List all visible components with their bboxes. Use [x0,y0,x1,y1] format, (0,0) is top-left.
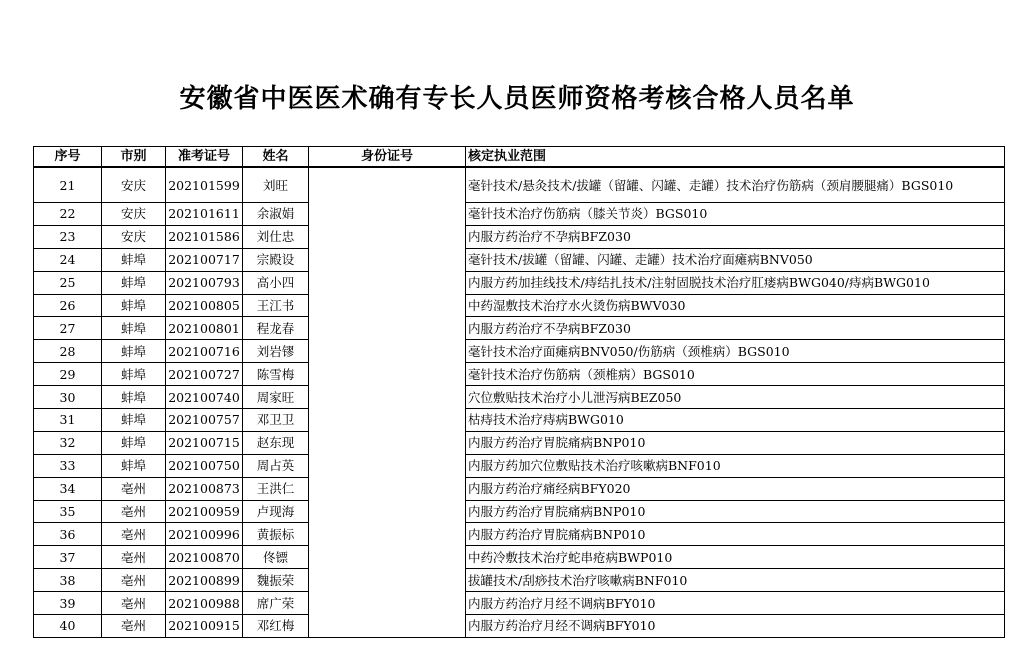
cell-city: 安庆 [102,203,166,226]
cell-exam-no: 202100959 [166,500,243,523]
cell-scope: 毫针技术治疗伤筋病（颈椎病）BGS010 [466,363,1005,386]
table-row [34,363,1005,386]
cell-exam-no: 202100805 [166,294,243,317]
table-row [34,569,1005,592]
cell-scope: 内服方药治疗胃脘痛病BNP010 [466,500,1005,523]
cell-exam-no: 202100716 [166,340,243,363]
cell-exam-no: 202100915 [166,615,243,638]
cell-scope: 拔罐技术/刮痧技术治疗咳嗽病BNF010 [466,569,1005,592]
table-row [34,409,1005,432]
table-row [34,592,1005,615]
cell-id-no [309,431,466,454]
cell-city: 蚌埠 [102,271,166,294]
cell-name: 卢现海 [243,500,309,523]
table-row [34,225,1005,248]
cell-scope: 枯痔技术治疗痔病BWG010 [466,409,1005,432]
cell-city: 蚌埠 [102,409,166,432]
cell-seq: 23 [34,225,102,248]
cell-exam-no: 202100727 [166,363,243,386]
cell-exam-no: 202101599 [166,167,243,203]
cell-exam-no: 202100870 [166,546,243,569]
cell-scope: 内服方药治疗月经不调病BFY010 [466,592,1005,615]
table-row [34,248,1005,271]
cell-name: 邓红梅 [243,615,309,638]
cell-scope: 毫针技术治疗面瘫病BNV050/伤筋病（颈椎病）BGS010 [466,340,1005,363]
cell-exam-no: 202100996 [166,523,243,546]
cell-name: 魏振荣 [243,569,309,592]
cell-name: 高小四 [243,271,309,294]
cell-id-no [309,225,466,248]
cell-seq: 40 [34,615,102,638]
cell-id-no [309,592,466,615]
cell-exam-no: 202100801 [166,317,243,340]
cell-city: 蚌埠 [102,248,166,271]
cell-seq: 33 [34,454,102,477]
cell-city: 蚌埠 [102,431,166,454]
cell-name: 刘岩镠 [243,340,309,363]
cell-scope: 毫针技术治疗伤筋病（膝关节炎）BGS010 [466,203,1005,226]
cell-name: 周占英 [243,454,309,477]
cell-city: 蚌埠 [102,363,166,386]
cell-seq: 35 [34,500,102,523]
cell-scope: 内服方药治疗不孕病BFZ030 [466,225,1005,248]
table-row [34,203,1005,226]
cell-city: 蚌埠 [102,294,166,317]
cell-seq: 28 [34,340,102,363]
cell-id-no [309,409,466,432]
header-scope: 核定执业范围 [466,147,1005,168]
table-row [34,167,1005,203]
cell-city: 亳州 [102,477,166,500]
table-header-row [34,147,1005,168]
cell-name: 宗殿设 [243,248,309,271]
table-row [34,500,1005,523]
cell-exam-no: 202101611 [166,203,243,226]
table-row [34,615,1005,638]
cell-exam-no: 202100899 [166,569,243,592]
cell-city: 亳州 [102,615,166,638]
cell-seq: 36 [34,523,102,546]
cell-name: 赵东现 [243,431,309,454]
cell-seq: 22 [34,203,102,226]
table-row [34,431,1005,454]
cell-scope: 中药冷敷技术治疗蛇串疮病BWP010 [466,546,1005,569]
table-row [34,454,1005,477]
cell-id-no [309,477,466,500]
header-name: 姓名 [243,147,309,168]
cell-id-no [309,500,466,523]
cell-name: 邓卫卫 [243,409,309,432]
cell-city: 安庆 [102,225,166,248]
cell-name: 黄振标 [243,523,309,546]
cell-scope: 内服方药治疗痛经病BFY020 [466,477,1005,500]
cell-seq: 26 [34,294,102,317]
cell-id-no [309,248,466,271]
cell-seq: 21 [34,167,102,203]
cell-name: 程龙春 [243,317,309,340]
cell-scope: 毫针技术/拔罐（留罐、闪罐、走罐）技术治疗面瘫病BNV050 [466,248,1005,271]
cell-name: 佟镖 [243,546,309,569]
cell-city: 亳州 [102,546,166,569]
cell-city: 蚌埠 [102,454,166,477]
cell-id-no [309,523,466,546]
cell-exam-no: 202100873 [166,477,243,500]
cell-city: 蚌埠 [102,340,166,363]
cell-city: 亳州 [102,592,166,615]
table-row [34,546,1005,569]
header-exam-no: 准考证号 [166,147,243,168]
table-row [34,386,1005,409]
cell-seq: 31 [34,409,102,432]
cell-exam-no: 202100793 [166,271,243,294]
cell-seq: 30 [34,386,102,409]
cell-exam-no: 202100757 [166,409,243,432]
cell-city: 安庆 [102,167,166,203]
cell-id-no [309,271,466,294]
cell-id-no [309,317,466,340]
cell-scope: 内服方药治疗胃脘痛病BNP010 [466,431,1005,454]
cell-scope: 内服方药治疗胃脘痛病BNP010 [466,523,1005,546]
cell-scope: 内服方药加穴位敷贴技术治疗咳嗽病BNF010 [466,454,1005,477]
cell-id-no [309,363,466,386]
cell-name: 周家旺 [243,386,309,409]
cell-id-no [309,203,466,226]
cell-name: 刘旺 [243,167,309,203]
cell-seq: 29 [34,363,102,386]
table-body [34,167,1005,637]
cell-seq: 25 [34,271,102,294]
cell-scope: 穴位敷贴技术治疗小儿泄泻病BEZ050 [466,386,1005,409]
page-title: 安徽省中医医术确有专长人员医师资格考核合格人员名单 [179,84,855,114]
table-row [34,317,1005,340]
cell-city: 蚌埠 [102,317,166,340]
header-city: 市别 [102,147,166,168]
table-row [34,271,1005,294]
cell-id-no [309,546,466,569]
cell-id-no [309,569,466,592]
cell-id-no [309,454,466,477]
cell-id-no [309,294,466,317]
table-row [34,477,1005,500]
table-row [34,340,1005,363]
cell-seq: 37 [34,546,102,569]
cell-name: 席广荣 [243,592,309,615]
cell-scope: 内服方药治疗不孕病BFZ030 [466,317,1005,340]
cell-id-no [309,340,466,363]
cell-id-no [309,386,466,409]
cell-exam-no: 202100717 [166,248,243,271]
cell-scope: 毫针技术/悬灸技术/拔罐（留罐、闪罐、走罐）技术治疗伤筋病（颈肩腰腿痛）BGS010 [466,167,1005,203]
table-row [34,523,1005,546]
cell-name: 王洪仁 [243,477,309,500]
cell-seq: 38 [34,569,102,592]
cell-id-no [309,167,466,203]
cell-scope: 中药湿敷技术治疗水火烫伤病BWV030 [466,294,1005,317]
cell-exam-no: 202101586 [166,225,243,248]
cell-seq: 39 [34,592,102,615]
cell-seq: 27 [34,317,102,340]
cell-scope: 内服方药治疗月经不调病BFY010 [466,615,1005,638]
cell-seq: 34 [34,477,102,500]
header-id-no: 身份证号 [309,147,466,168]
cell-id-no [309,615,466,638]
cell-city: 亳州 [102,523,166,546]
cell-city: 亳州 [102,500,166,523]
cell-seq: 32 [34,431,102,454]
cell-exam-no: 202100715 [166,431,243,454]
cell-exam-no: 202100988 [166,592,243,615]
cell-name: 余淑娟 [243,203,309,226]
header-seq: 序号 [34,147,102,168]
cell-seq: 24 [34,248,102,271]
cell-name: 王江书 [243,294,309,317]
roster-table [33,146,1005,638]
cell-exam-no: 202100750 [166,454,243,477]
cell-scope: 内服方药加挂线技术/痔结扎技术/注射固脱技术治疗肛瘘病BWG040/痔病BWG010 [466,271,1005,294]
cell-city: 亳州 [102,569,166,592]
cell-city: 蚌埠 [102,386,166,409]
table-row [34,294,1005,317]
cell-exam-no: 202100740 [166,386,243,409]
cell-name: 刘仕忠 [243,225,309,248]
cell-name: 陈雪梅 [243,363,309,386]
